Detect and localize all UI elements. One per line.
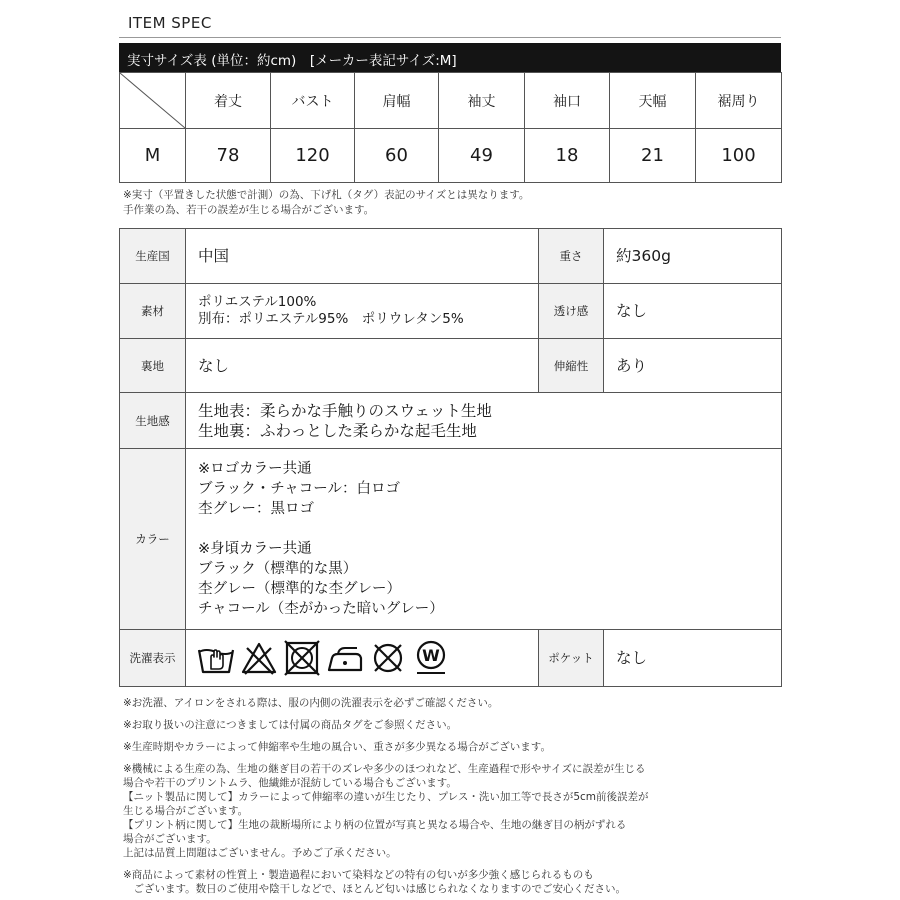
stretch-value: あり <box>604 339 782 393</box>
color-line: 杢グレー（標準的な杢グレー） <box>198 581 401 597</box>
color-line: ブラック・チャコール：白ロゴ <box>198 481 400 497</box>
pocket-value: なし <box>604 630 782 687</box>
note-line: 生じる場合がございます。 <box>123 805 249 817</box>
material-value <box>186 284 539 339</box>
weight-value: 約360g <box>604 229 782 284</box>
size-value-hem: 100 <box>696 129 782 183</box>
sheer-value: なし <box>604 284 782 339</box>
material-line: ポリエステル100% <box>198 294 317 310</box>
size-table-header-row <box>120 73 782 129</box>
color-spacer <box>198 519 769 539</box>
no-tumble-dry-icon <box>282 638 322 678</box>
size-value-bust: 120 <box>271 129 355 183</box>
care-symbols <box>186 630 539 687</box>
column-header-sleeve-length: 袖丈 <box>439 73 525 129</box>
color-line: ※身頃カラー共通 <box>198 541 312 557</box>
lining-label: 裏地 <box>120 339 186 393</box>
pocket-label: ポケット <box>539 630 604 687</box>
note-line: 場合がございます。 <box>123 833 217 845</box>
no-bleach-icon <box>239 638 279 678</box>
note-line: 場合や若干のプリントムラ、他繊維が混紡している場合もございます。 <box>123 777 457 789</box>
note-block <box>123 868 779 896</box>
size-note-line: 手作業の為、若干の誤差が生じる場合がございます。 <box>123 204 375 216</box>
size-value-shoulder: 60 <box>355 129 439 183</box>
size-value-neck-width: 21 <box>610 129 696 183</box>
origin-label: 生産国 <box>120 229 186 284</box>
color-line: ブラック（標準的な黒） <box>198 561 358 577</box>
item-spec-page <box>119 0 781 900</box>
origin-value: 中国 <box>186 229 539 284</box>
size-value-cuff: 18 <box>525 129 610 183</box>
detail-row-material <box>120 284 782 339</box>
size-note-line: ※実寸（平置きした状態で計測）の為、下げ札（タグ）表記のサイズとは異なります。 <box>123 189 530 201</box>
note-line: 【ニット製品に関して】カラーによって伸縮率の違いが生じたり、プレス・洗い加工等で長さが5cm前後誤差が <box>123 791 649 803</box>
note-block <box>123 696 779 710</box>
notes-section <box>123 696 779 900</box>
weight-label: 重さ <box>539 229 604 284</box>
column-header-hem: 裾周り <box>696 73 782 129</box>
note-block <box>123 762 779 860</box>
detail-row-lining <box>120 339 782 393</box>
size-table-corner-cell <box>120 73 186 129</box>
size-table-caption: 実寸サイズ表 (単位：約cm) [メーカー表記サイズ:M] <box>119 43 781 72</box>
texture-value <box>186 393 782 449</box>
size-row-m <box>120 129 782 183</box>
note-line: 上記は品質上問題はございません。予めご了承ください。 <box>123 847 397 859</box>
detail-row-care <box>120 630 782 687</box>
wet-clean-icon <box>411 638 451 678</box>
care-icon-row <box>186 638 538 678</box>
note-line: ※商品によって素材の性質上・製造過程において染料などの特有の匂いが多少強く感じられるものも <box>123 869 594 881</box>
note-block <box>123 718 779 732</box>
detail-row-origin <box>120 229 782 284</box>
column-header-length: 着丈 <box>186 73 271 129</box>
lining-value: なし <box>186 339 539 393</box>
note-line: ございます。数日のご使用や陰干しなどで、ほとんど匂いは感じられなくなりますのでご安心ください。 <box>123 883 626 895</box>
column-header-shoulder: 肩幅 <box>355 73 439 129</box>
texture-line: 生地表：柔らかな手触りのスウェット生地 <box>198 401 492 420</box>
care-label: 洗濯表示 <box>120 630 186 687</box>
note-block <box>123 740 779 754</box>
spec-header <box>119 6 781 38</box>
column-header-bust: バスト <box>271 73 355 129</box>
column-header-neck-width: 天幅 <box>610 73 696 129</box>
texture-line: 生地裏：ふわっとした柔らかな起毛生地 <box>198 421 477 440</box>
size-notes <box>123 188 779 218</box>
color-line: チャコール（杢がかった暗いグレー） <box>198 601 444 617</box>
texture-label: 生地感 <box>120 393 186 449</box>
sheer-label: 透け感 <box>539 284 604 339</box>
note-line: ※生産時期やカラーによって伸縮率や生地の風合い、重さが多少異なる場合がございます。 <box>123 741 551 753</box>
wet-clean-letter: W <box>422 646 440 665</box>
note-line: ※お取り扱いの注意につきましては付属の商品タグをご参照ください。 <box>123 719 458 731</box>
size-label: M <box>120 129 186 183</box>
no-dry-clean-icon <box>368 638 408 678</box>
color-value <box>186 449 782 630</box>
low-iron-icon <box>325 638 365 678</box>
spec-title: ITEM SPEC <box>128 14 212 32</box>
note-line: ※機械による生産の為、生地の継ぎ目の若干のズレや多少のほつれなど、生産過程で形やサイズに誤差が生じる <box>123 763 646 775</box>
column-header-cuff: 袖口 <box>525 73 610 129</box>
material-line: 別布：ポリエステル95% ポリウレタン5% <box>198 311 464 327</box>
note-line: ※お洗濯、アイロンをされる際は、服の内側の洗濯表示を必ずご確認ください。 <box>123 697 499 709</box>
color-label: カラー <box>120 449 186 630</box>
detail-table <box>119 228 782 687</box>
detail-row-texture <box>120 393 782 449</box>
hand-wash-icon <box>196 638 236 678</box>
size-table <box>119 72 782 183</box>
material-label: 素材 <box>120 284 186 339</box>
size-value-sleeve-length: 49 <box>439 129 525 183</box>
color-line: 杢グレー：黒ロゴ <box>198 501 314 517</box>
stretch-label: 伸縮性 <box>539 339 604 393</box>
detail-row-color <box>120 449 782 630</box>
diagonal-line-icon <box>120 73 185 128</box>
note-line: 【プリント柄に関して】生地の裁断場所により柄の位置が写真と異なる場合や、生地の継ぎ目の柄がずれる <box>123 819 627 831</box>
size-value-length: 78 <box>186 129 271 183</box>
color-line: ※ロゴカラー共通 <box>198 461 312 477</box>
